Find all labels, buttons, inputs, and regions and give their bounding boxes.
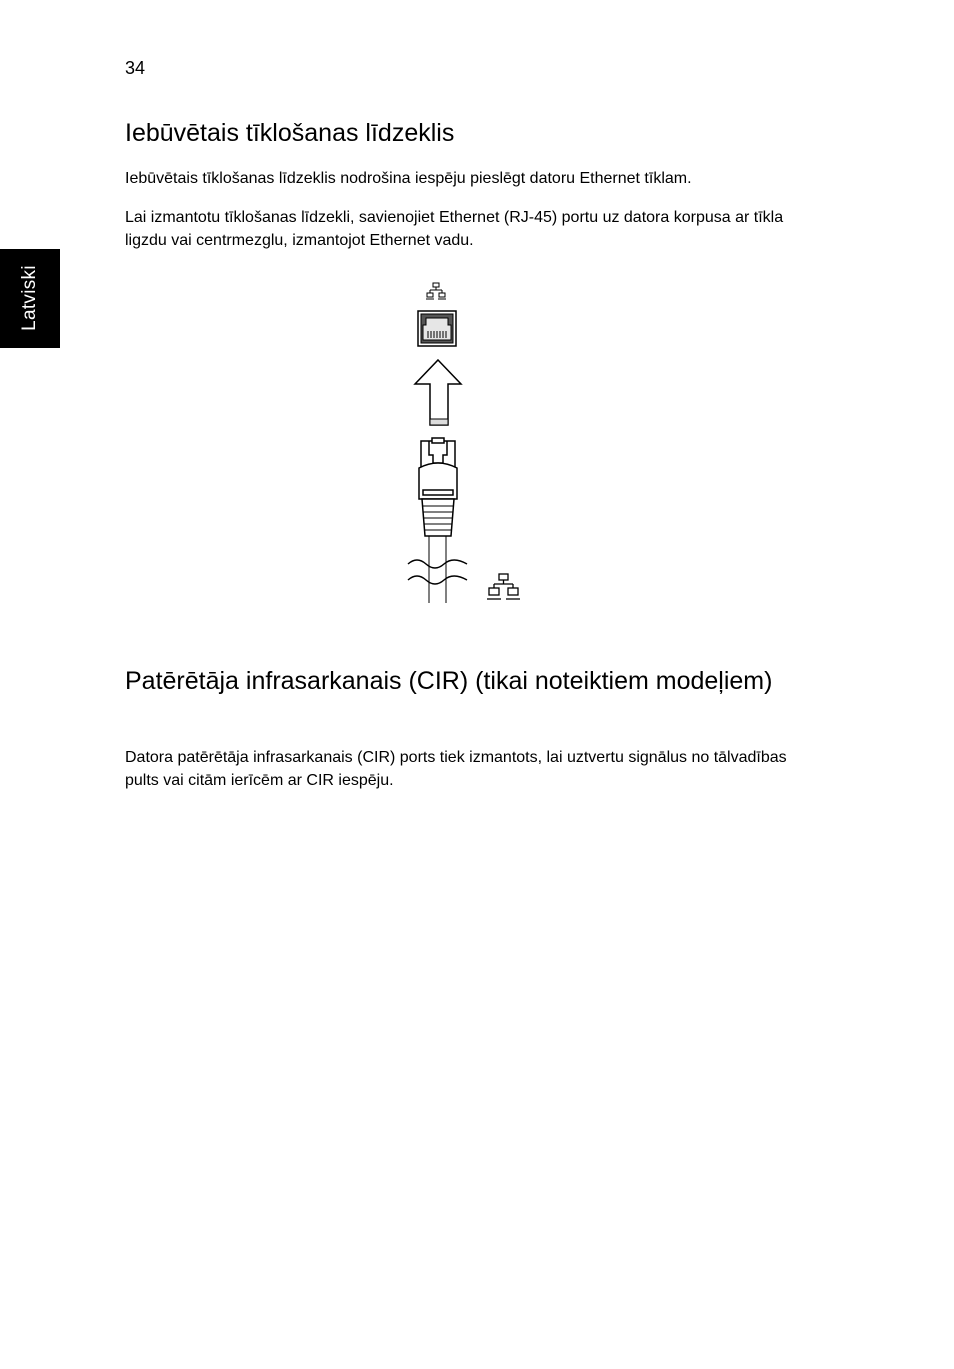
network-icon xyxy=(426,283,446,299)
ethernet-connection-illustration xyxy=(395,278,535,608)
network-icon xyxy=(487,574,520,599)
section-heading-networking: Iebūvētais tīklošanas līdzeklis xyxy=(125,119,455,147)
ethernet-cable xyxy=(408,536,467,603)
language-side-tab xyxy=(0,249,60,348)
cir-paragraph-1: Datora patērētāja infrasarkanais (CIR) ports tiek izmantots, lai uztvertu signālus no tālvadības pults vai citām ierīcēm ar CIR iespēju. xyxy=(125,749,787,789)
page-number: 34 xyxy=(125,58,146,78)
language-side-tab-label: Latviski xyxy=(19,265,40,331)
up-arrow-icon xyxy=(415,360,461,425)
networking-paragraph-2: Lai izmantotu tīklošanas līdzekli, savienojiet Ethernet (RJ-45) portu uz datora korpusa ar tīkla ligzdu vai centrmezglu, izmantojot Ethernet vadu. xyxy=(125,209,784,249)
networking-paragraph-1: Iebūvētais tīklošanas līdzeklis nodrošina iespēju pieslēgt datoru Ethernet tīklam. xyxy=(125,170,692,187)
section-heading-cir: Patērētāja infrasarkanais (CIR) (tikai noteiktiem modeļiem) xyxy=(125,667,773,695)
rj45-plug-icon xyxy=(419,438,457,536)
rj45-port-icon xyxy=(418,311,456,346)
